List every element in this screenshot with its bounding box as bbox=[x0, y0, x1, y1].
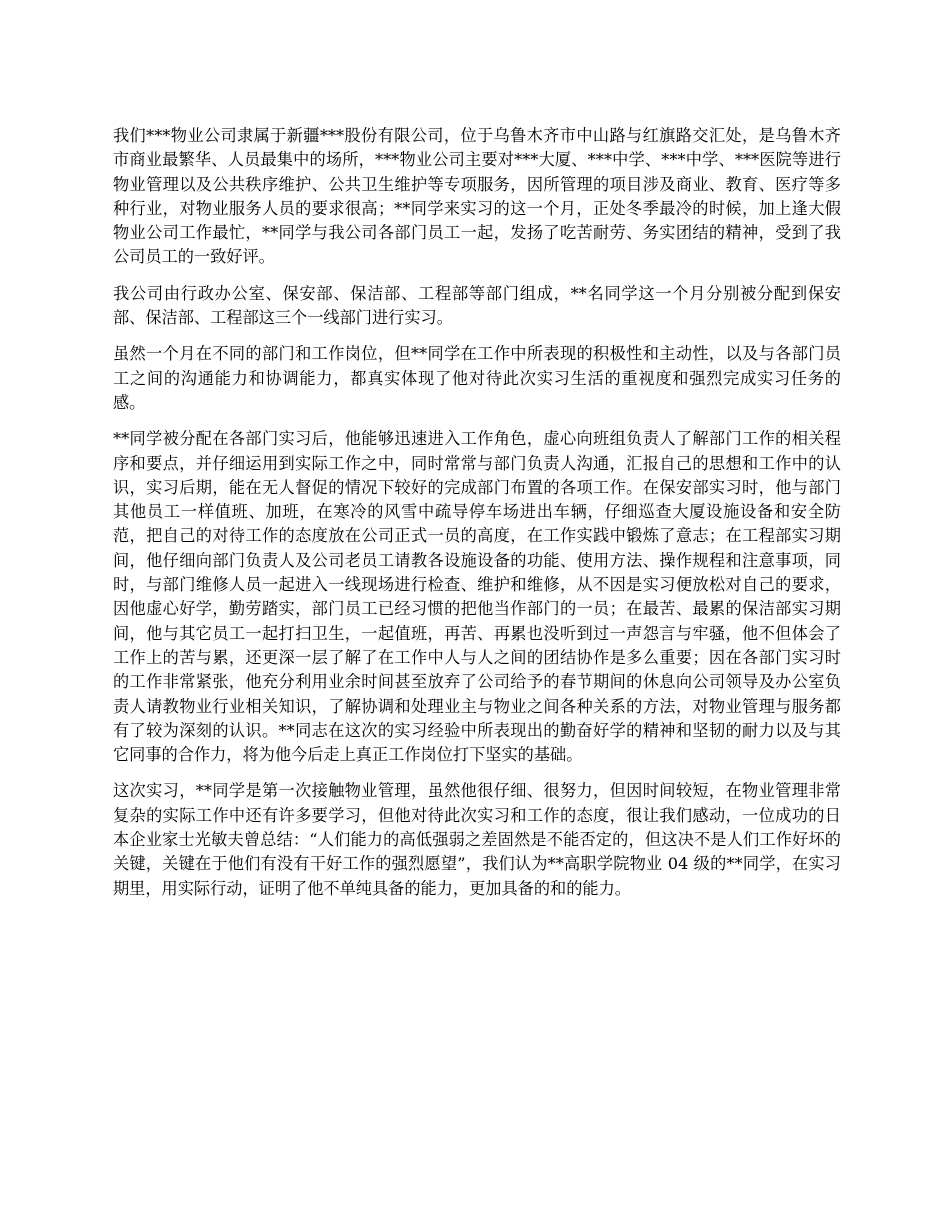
document-page bbox=[113, 124, 841, 913]
paragraph-internship-details: **同学被分配在各部门实习后，他能够迅速进入工作角色，虚心向班组负责人了解部门工作的相关程序和要点，并仔细运用到实际工作之中，同时常常与部门负责人沟通，汇报自己的思想和工作中的认识，实习后期，能在无人督促的情况下较好的完成部门布置的各项工作。在保安部实习时，他与部门其他员工一样值班、加班，在寒冷的风雪中疏导停车场进出车辆，仔细巡查大厦设施设备和安全防范，把自己的对待工作的态度放在公司正式一员的高度，在工作实践中锻炼了意志；在工程部实习期间，他仔细向部门负责人及公司老员工请教各设施设备的功能、使用方法、操作规程和注意事项，同时，与部门维修人员一起进入一线现场进行检查、维护和维修，从不因是实习便放松对自己的要求，因他虚心好学，勤劳踏实，部门员工已经习惯的把他当作部门的一员；在最苦、最累的保洁部实习期间，他与其它员工一起打扫卫生，一起值班，再苦、再累也没听到过一声怨言与牢骚，他不但体会了工作上的苦与累，还更深一层了解了在工作中人与人之间的团结协作是多么重要；因在各部门实习时的工作非常紧张，他充分利用业余时间甚至放弃了公司给予的春节期间的休息向公司领导及办公室负责人请教物业行业相关知识，了解协调和处理业主与物业之间各种关系的方法，对物业管理与服务都有了较为深刻的认识。**同志在这次的实习经验中所表现出的勤奋好学的精神和坚韧的耐力以及与其它同事的合作力，将为他今后走上真正工作岗位打下坚实的基础。 bbox=[113, 429, 841, 765]
paragraph-conclusion: 这次实习，**同学是第一次接触物业管理，虽然他很仔细、很努力，但因时间较短，在物业管理非常复杂的实际工作中还有许多要学习，但他对待此次实习和工作的态度，很让我们感动，一位成功的日本企业家士光敏夫曾总结：“人们能力的高低强弱之差固然是不能否定的，但这决不是人们工作好坏的关键，关键在于他们有没有干好工作的强烈愿望”，我们认为**高职学院物业 04 级的**同学，在实习期里，用实际行动，证明了他不单纯具备的能力，更加具备的和的能力。 bbox=[113, 781, 841, 898]
paragraph-company-intro: 我们***物业公司隶属于新疆***股份有限公司，位于乌鲁木齐市中山路与红旗路交汇处，是乌鲁木齐市商业最繁华、人员最集中的场所，***物业公司主要对***大厦、***中学、***中学、***医院等进行物业管理以及公共秩序维护、公共卫生维护等专项服务，因所管理的项目涉及商业、教育、医疗等多种行业，对物业服务人员的要求很高；**同学来实习的这一个月，正处冬季最冷的时候，加上逢大假物业公司工作最忙，**同学与我公司各部门员工一起，发扬了吃苦耐劳、务实团结的精神，受到了我公司员工的一致好评。 bbox=[113, 126, 841, 267]
paragraph-attitude: 虽然一个月在不同的部门和工作岗位，但**同学在工作中所表现的积极性和主动性，以及与各部门员工之间的沟通能力和协调能力，都真实体现了他对待此次实习生活的重视度和强烈完成实习任务的感。 bbox=[113, 344, 841, 412]
paragraph-departments: 我公司由行政办公室、保安部、保洁部、工程部等部门组成，**名同学这一个月分别被分配到保安部、保洁部、工程部这三个一线部门进行实习。 bbox=[113, 283, 841, 328]
